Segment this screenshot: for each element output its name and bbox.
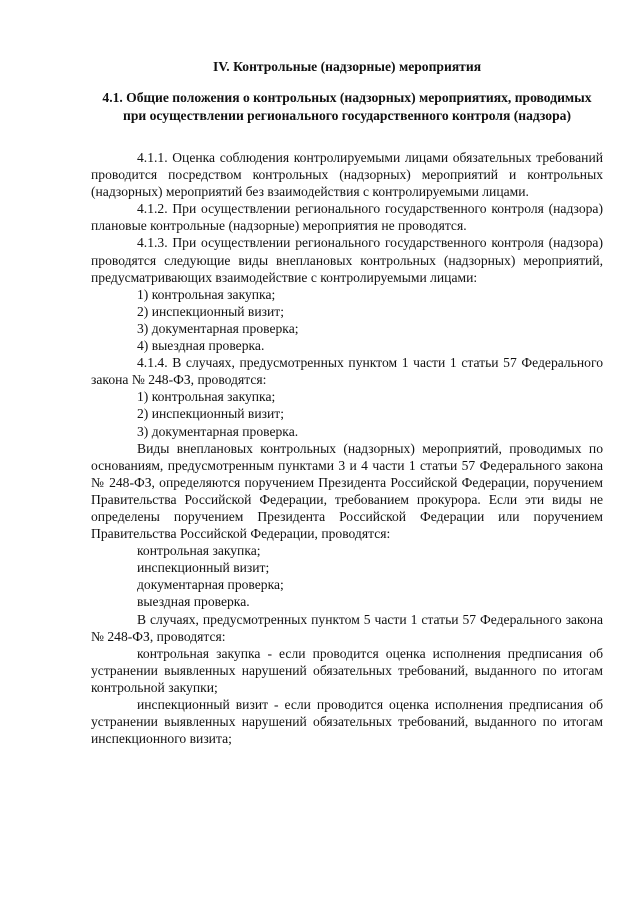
list-item: инспекционный визит;: [137, 560, 270, 576]
list-item: выездная проверка.: [137, 594, 250, 610]
section-title: IV. Контрольные (надзорные) мероприятия: [212, 59, 482, 74]
paragraph-4-1-1: 4.1.1. Оценка соблюдения контролируемыми лицами обязательных требований проводится посредством контрольных (надзорных) мероприятий и контрольных (надзорных) мероприятий без взаимодействия с контролируемыми лицами.: [91, 150, 603, 200]
list-item: 1) контрольная закупка;: [137, 286, 276, 302]
list-item: контрольная закупка;: [137, 543, 261, 559]
paragraph-4-1-4: 4.1.4. В случаях, предусмотренных пунктом 1 части 1 статьи 57 Федерального закона № 248-ФЗ, проводятся:: [91, 355, 603, 388]
list-item: документарная проверка;: [137, 577, 284, 593]
list-item: 4) выездная проверка.: [137, 338, 265, 354]
list-item: 3) документарная проверка.: [137, 423, 299, 439]
paragraph-4-1-3: 4.1.3. При осуществлении регионального государственного контроля (надзора) проводятся следующие виды внеплановых контрольных (надзорных) мероприятий, предусматривающих взаимодействие с контролируемыми лицами:: [91, 235, 603, 285]
list-item: 3) документарная проверка;: [137, 320, 299, 336]
paragraph-cases-5: В случаях, предусмотренных пунктом 5 части 1 статьи 57 Федерального закона № 248-ФЗ, проводятся:: [91, 611, 603, 644]
subsection-title: 4.1. Общие положения о контрольных (надзорных) мероприятиях, проводимых при осуществлении регионального государственного контроля (надзора): [102, 90, 592, 123]
paragraph-4-1-2: 4.1.2. При осуществлении регионального государственного контроля (надзора) плановые контрольные (надзорные) мероприятия не проводятся.: [91, 201, 603, 234]
paragraph-kinds: Виды внеплановых контрольных (надзорных) мероприятий, проводимых по основаниям, предусмотренным пунктами 3 и 4 части 1 статьи 57 Федерального закона № 248-ФЗ, определяются поручением Президента Российской Федерации, поручением Правительства Российской Федерации, требованием прокурора. Если эти виды не определены поручением Президента Российской Федерации или поручением Правительства Российской Федерации, проводятся:: [91, 440, 603, 542]
paragraph-purchase: контрольная закупка - если проводится оценка исполнения предписания об устранении выявленных нарушений обязательных требований, выданного по итогам контрольной закупки;: [91, 645, 603, 695]
list-item: 2) инспекционный визит;: [137, 303, 284, 319]
paragraph-visit: инспекционный визит - если проводится оценка исполнения предписания об устранении выявленных нарушений обязательных требований, выданного по итогам инспекционного визита;: [91, 697, 603, 747]
list-item: 2) инспекционный визит;: [137, 406, 284, 422]
document-page: [91, 58, 603, 747]
list-item: 1) контрольная закупка;: [137, 389, 276, 405]
